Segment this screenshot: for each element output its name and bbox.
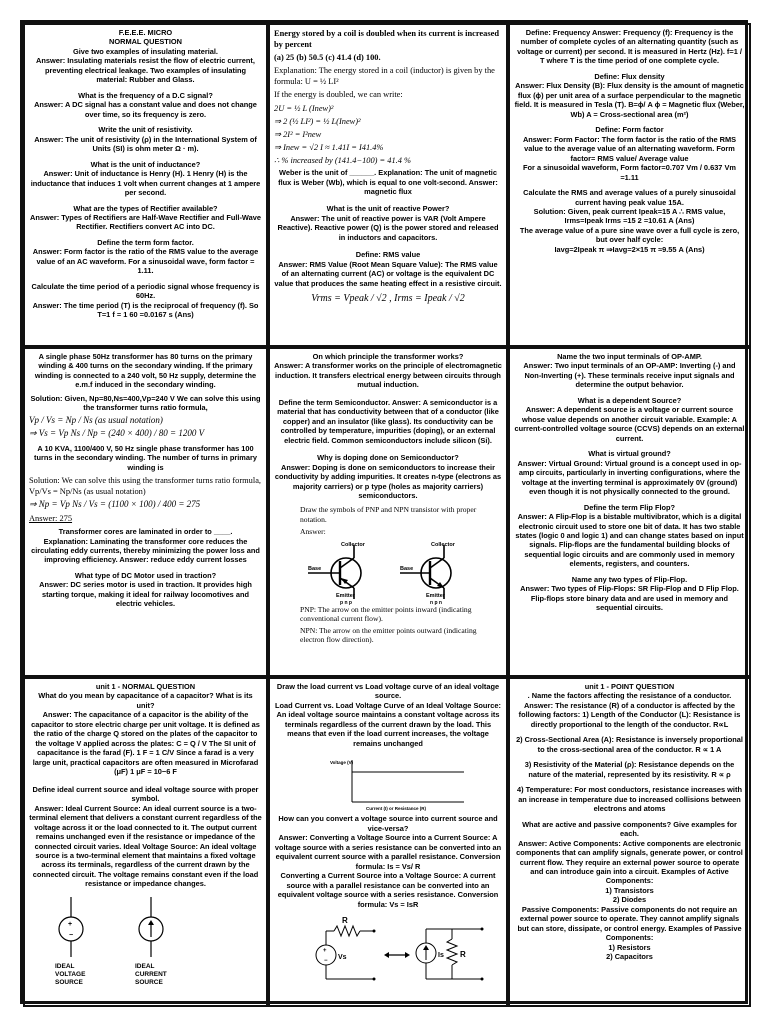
weber-answer: Weber is the unit of ______. Explanation: The unit of magnetic flux is Weber (Wb), which is equal to one volt-second. Answer: magnetic flux bbox=[278, 168, 498, 196]
current-source-label-3: SOURCE bbox=[135, 978, 163, 986]
svg-text:−: − bbox=[69, 931, 74, 939]
npn-transistor-symbol bbox=[400, 542, 456, 605]
cell-transformer bbox=[23, 347, 268, 677]
transformer-principle: On which principle the transformer works? Answer: A transformer works on the principle of electromagnetic induction. It transfers electrical energy between circuits through mutual induction. bbox=[274, 352, 502, 390]
qa-block: What is the frequency of a D.C signal? Answer: A DC signal has a constant value and does not change over time, so its frequency is zero. bbox=[34, 90, 257, 119]
voltage-source-label-1: IDEAL bbox=[55, 962, 75, 970]
qa-block: . Name the factors affecting the resistance of a conductor. Answer: The resistance (R) of a conductor is affected by the following factors: 1) Length of the Conductor (L): Resistance is directly proportional to the length of the conductor. R∝L bbox=[518, 691, 741, 729]
qa-block: What is virtual ground? Answer: Virtual Ground: Virtual ground is a concept used in op-amp circuits, particularly in inverting configurations, where the voltage at the inverting terminal is approximately 0V (ground) even though it is not physically connected to the ground. bbox=[517, 449, 742, 497]
voltage-current-graph bbox=[304, 752, 504, 814]
equation: 2U = ½ L (Inew)² bbox=[274, 103, 334, 113]
qa-block: Define: Frequency Answer: Frequency (f): Frequency is the number of complete cycles of an alternating quantity (such as voltage or current) per second. It is measured in Hertz (Hz). f=1 / T where T is the time period of one complete cycle. bbox=[517, 28, 742, 66]
pnp-transistor-symbol bbox=[308, 542, 366, 605]
solution-2: Solution: We can solve this using the transformer turns ratio formula, Vp/Vs = Np/Ns (as usual notation) bbox=[29, 476, 261, 497]
cell-resistance-components bbox=[508, 677, 751, 1007]
question-2: A 10 KVA, 1100/400 V, 50 Hz single phase transformer has 100 turns in the secondary winding. The number of turns in primary winding is bbox=[34, 443, 257, 472]
qa-block: What are the types of Rectifier available? Answer: Types of Rectifiers are Half-Wave Rectifier and Full-Wave Rectifier. Rectifiers convert AC into DC. bbox=[30, 203, 261, 232]
svg-text:+: + bbox=[68, 920, 73, 928]
doping-answer: Why is doping done on Semiconductor? Answer: Doping is done on semiconductors to increase their conductivity by adding impurities. It creates n-type (electrons as majority carriers) or p type (holes as majority carriers) semiconductors. bbox=[274, 453, 502, 501]
qa-block: 3) Resistivity of the Material (ρ): Resistance depends on the nature of the material, represented by its resistivity. R ∝ ρ bbox=[524, 760, 735, 779]
emitter-label: Emitter bbox=[336, 592, 355, 599]
qa-block: What is a dependent Source? Answer: A dependent source is a voltage or current source whose value depends on another circuit variable. Example: A current-controlled voltage source (CCVS) depends on an external current. bbox=[514, 395, 745, 443]
section-subtitle: NORMAL QUESTION bbox=[109, 37, 182, 47]
equation: ⇒ Inew = √2 I ≈ 1.41I = I41.4% bbox=[274, 142, 384, 152]
ideal-source-answer: Define ideal current source and ideal voltage source with proper symbol. Answer: Ideal Current Source: An ideal current source is a two-terminal element that delivers a constant current regardless of the voltage across it or the load connected to it. The output current remains unchanged even if the resistance or impedance of the connected circuit varies. Ideal Voltage Source: An ideal voltage source is a two-terminal element that maintains a fixed voltage across its terminals, regardless of the current drawn by the connected circuit. The voltage remains constant even if the load resistance or impedance changes. bbox=[29, 784, 262, 889]
qa-block: What are active and passive components? Give examples for each. Answer: Active Components: Active components are electronic components that can amplify signals, generate power, or control current flow. They require an external power source to operate and can introduce gain into a circuit. Examples of Active Components: 1) Transistors 2) Diodes Passive Components: Passive components do not require an external power source to operate. They cannot amplify signals but can store, dissipate, or control energy. Examples of Passive Components: 1) Resistors 2) Capacitors bbox=[516, 819, 743, 962]
qa-block: Calculate the time period of a periodic signal whose frequency is 60Hz. Answer: The time period (T) is the reciprocal of frequency (f). So T=1 f = 1 60 =0.0167 s (Ans) bbox=[31, 281, 260, 320]
draw-question: Draw the symbols of PNP and NPN transistor with proper notation. bbox=[300, 504, 477, 524]
current-source-circuit bbox=[416, 927, 484, 980]
qa-block: Define: Flux density Answer: Flux Density (B): Flux density is the amount of magnetic flux (ϕ) per unit area of a surface perpendicular to the magnetic field. It is measured in Tesla (T). B=ϕ/ A ϕ = Magnetic flux (Weber, Wb) A = Cross-sectional area (m²) bbox=[514, 71, 745, 119]
semiconductor-definition: Define the term Semiconductor. Answer: A semiconductor is a material that has conductivity between that of a conductor (like copper) and an insulator (like glass). Its conductivity can be controlled by temperature, impurities (doping), or an external electric field. Common semiconductors include silicon (Si). bbox=[277, 397, 499, 445]
explanation-text-2: If the energy is doubled, we can write: bbox=[274, 90, 403, 100]
answer-text: Answer: 275 bbox=[29, 513, 73, 523]
current-source-label: Is bbox=[438, 951, 444, 959]
question-1: A single phase 50Hz transformer has 80 turns on the primary winding & 400 turns on the secondary winding. If the primary winding is connected to a 240 volt, 50 Hz supply, determine the e.m.f induced in the secondary winding. bbox=[34, 352, 257, 390]
qa-block: Define the term Flip Flop? Answer: A Flip-Flop is a bistable multivibrator, which is a digital electronic circuit used to store one bit of data. It has two stable states (logic 0 and logic 1) and can change states based on input signals. Flip-flops are the fundamental building blocks of sequential logic circuits and are commonly used in memory elements, registers, and counters. bbox=[515, 502, 744, 569]
qa-block: Define: Form factor Answer: Form Factor: The form factor is the ratio of the RMS value to the average value of an alternating waveform. Form factor= RMS value/ Average value For a sinusoidal waveform, Form factor=0.707 Vm / 0.637 Vm =1.11 bbox=[522, 125, 737, 182]
equation: ∴ % increased by (141.4−100) = 41.4 % bbox=[274, 155, 412, 165]
qa-block: What is the unit of inductance? Answer: Unit of inductance is Henry (H). 1 Henry (H) is the inductance that induces 1 volt when current changes at 1 ampere per second. bbox=[30, 159, 261, 198]
npn-label: n p n bbox=[430, 599, 442, 605]
pnp-label: p n p bbox=[340, 599, 352, 605]
section-title: unit 1 - POINT QUESTION bbox=[584, 682, 675, 691]
qa-list bbox=[514, 691, 745, 961]
conversion-arrow-icon bbox=[384, 952, 410, 958]
solution-1: Solution: Given, Np=80,Ns=400,Vp=240 V We can solve this using the transformer turns ratio formula, bbox=[30, 393, 261, 413]
cell-voltage-source bbox=[268, 677, 508, 1007]
qa-block: 2) Cross-Sectional Area (A): Resistance is inversely proportional to the cross-sectional area of the conductor. R ∝ 1 A bbox=[516, 735, 743, 754]
current-source-label-2: CURRENT bbox=[135, 970, 167, 978]
voltage-source-label: Vs bbox=[338, 953, 347, 961]
reactive-power-answer: What is the unit of reactive Power? Answer: The unit of reactive power is VAR (Volt Ampere Reactive). Reactive power (Q) is the power stored and released in inductors and capacitors. bbox=[277, 204, 499, 242]
cell-digital-opamp bbox=[508, 347, 751, 677]
formula-3: ⇒ Np = Vp Ns / Vs = (1100 × 100) / 400 = 275 bbox=[29, 499, 201, 510]
load-curve-answer: Draw the load current vs Load voltage curve of an ideal voltage source. Load Current vs. Load Voltage Curve of an Ideal Voltage Source: An ideal voltage source maintains a constant voltage across its terminals regardless of the current drawn by the load. This means that even if the load current increases, the voltage remains unchanged bbox=[274, 682, 501, 748]
npn-note: NPN: The arrow on the emitter points outward (indicating electron flow direction). bbox=[300, 625, 477, 645]
answer-label: Answer: bbox=[300, 526, 326, 536]
transistor-symbols bbox=[288, 539, 488, 605]
cell-semiconductor bbox=[268, 347, 508, 677]
explanation-text: Explanation: The energy stored in a coil (inductor) is given by the formula: U = ½ LI² bbox=[274, 66, 495, 87]
question-3: Transformer cores are laminated in order to ____. Explanation: Laminating the transformer core reduces the circulating eddy currents, thereby minimizing the power loss and improving efficiency. Answer: reduce eddy current losses bbox=[31, 527, 260, 565]
equation: ⇒ 2I² = I²new bbox=[274, 129, 322, 139]
qa-list bbox=[514, 352, 745, 613]
rms-formula: Vrms = Vpeak / √2 , Irms = Ipeak / √2 bbox=[311, 293, 465, 305]
svg-text:−: − bbox=[324, 957, 328, 964]
ideal-voltage-source-symbol bbox=[55, 897, 86, 986]
qa-list bbox=[29, 47, 262, 320]
qa-block: Write the unit of resistivity. Answer: The unit of resistivity (ρ) in the International System of Units (SI) is ohm meter Ω · m). bbox=[34, 125, 257, 154]
qa-block: 4) Temperature: For most conductors, resistance increases with an increase in temperature due to increased collisions between electrons and atoms bbox=[517, 785, 742, 814]
qa-block: Define the term form factor. Answer: Form factor is the ratio of the RMS value to the average value of an AC waveform. For a sinusoidal wave, form factor = 1.11. bbox=[32, 237, 259, 276]
base-label: Base bbox=[308, 565, 322, 572]
rms-answer: Define: RMS value Answer: RMS Value (Root Mean Square Value): The RMS value of an alternating current (AC) or voltage is the equivalent DC value that produces the same heating effect in a resistive circuit. bbox=[274, 250, 502, 288]
voltage-source-label-2: VOLTAGE bbox=[55, 970, 86, 978]
qa-list bbox=[514, 28, 745, 254]
pnp-note: PNP: The arrow on the emitter points inward (indicating conventional current flow). bbox=[300, 604, 472, 624]
section-title: F.E.E.E. MICRO bbox=[118, 28, 173, 37]
ideal-source-symbols bbox=[29, 895, 259, 993]
ideal-current-source-symbol bbox=[135, 897, 167, 986]
equation: ⇒ 2 (½ LI²) = ½ L(Inew)² bbox=[274, 116, 361, 126]
collector-label: Collector bbox=[431, 541, 455, 548]
cell-energy-coil bbox=[268, 23, 508, 347]
notes-sheet bbox=[20, 20, 748, 1004]
formula-1: Vp / Vs = Np / Ns (as usual notation) bbox=[29, 414, 163, 425]
cell-capacitance bbox=[23, 677, 268, 1007]
qa-block: Name the two input terminals of OP-AMP. Answer: Two input terminals of an OP-AMP: Inverting (-) and Non-Inverting (+). These terminals receive input signals and determine the output behavior. bbox=[523, 352, 736, 390]
question-4: What type of DC Motor used in traction? Answer: DC series motor is used in traction. It provides high starting torque, making it ideal for railway locomotives and electric vehicles. bbox=[39, 570, 252, 609]
capacitance-answer: What do you mean by capacitance of a capacitor? What is its unit? Answer: The capacitance of a capacitor is the ability of the capacitor to store electric charge per unit voltage. It is defined as the ratio of the charge Q stored on the plates of the capacitor to the voltage V applied across the plates: C = Q / V The SI unit of capacitance is the farad (F). 1 F = 1 C/V Since a farad is a very large unit, practical capacitors are often measured in Microfarad (μF) 1 μF = 10−6 F bbox=[31, 691, 260, 777]
voltage-source-circuit bbox=[316, 916, 376, 981]
svg-text:+: + bbox=[323, 947, 327, 954]
qa-block: Name any two types of Flip-Flop. Answer: Two types of Flip-Flops: SR Flip-Flop and D Flip Flop. Flip-flops store binary data and are used in memory and sequential circuits. bbox=[520, 574, 739, 613]
section-title: unit 1 - NORMAL QUESTION bbox=[95, 682, 196, 691]
graph-x-label: Current (I) or Resistance (R) bbox=[366, 806, 427, 812]
formula-2: ⇒ Vs = Vp Ns / Np = (240 × 400) / 80 = 1200 V bbox=[29, 428, 205, 439]
cell-electrical-basics bbox=[23, 23, 268, 347]
resistor-label: R bbox=[342, 915, 348, 925]
graph-y-label: Voltage (V) bbox=[330, 760, 354, 766]
question-text: Energy stored by a coil is doubled when its current is increased by percent bbox=[274, 29, 499, 50]
base-label: Base bbox=[400, 565, 414, 572]
options-text: (a) 25 (b) 50.5 (c) 41.4 (d) 100. bbox=[274, 53, 381, 63]
collector-label: Collector bbox=[341, 541, 365, 548]
parallel-resistor-label: R bbox=[460, 949, 466, 959]
emitter-label: Emitter bbox=[426, 592, 445, 599]
cell-definitions bbox=[508, 23, 751, 347]
source-conversion-circuit bbox=[274, 915, 504, 989]
voltage-source-label-3: SOURCE bbox=[55, 978, 83, 986]
qa-block: Calculate the RMS and average values of a purely sinusoidal current having peak value 15A. Solution: Given, peak current Ipeak=15 A ∴ RMS value, Irms=Ipeak Irms =15 2 =10.61 A (Ans) The average value of a pure sine wave over a full cycle is zero, but over half cycle: Iavg=2Ipeak π ⇒Iavg=2×15 π ≈9.55 A (Ans) bbox=[519, 188, 740, 254]
current-source-label-1: IDEAL bbox=[135, 962, 155, 970]
qa-block: Give two examples of insulating material. Answer: Insulating materials resist the flow of electric current, preventing electrical leakage. Two examples of insulating material: Rubber and Glass. bbox=[36, 46, 255, 85]
conversion-answer: How can you convert a voltage source into current source and vice-versa? Answer: Converting a Voltage Source into a Current Source: A voltage source with a series resistance can be converted into an equivalent current source with a parallel resistance. Conversion formula: Is = Vs/ R Converting a Current Source into a Voltage Source: A current source with a parallel resistance can be converted into an equivalent voltage source with a series resistance. Conversion formula: Vs = IsR bbox=[274, 814, 502, 909]
